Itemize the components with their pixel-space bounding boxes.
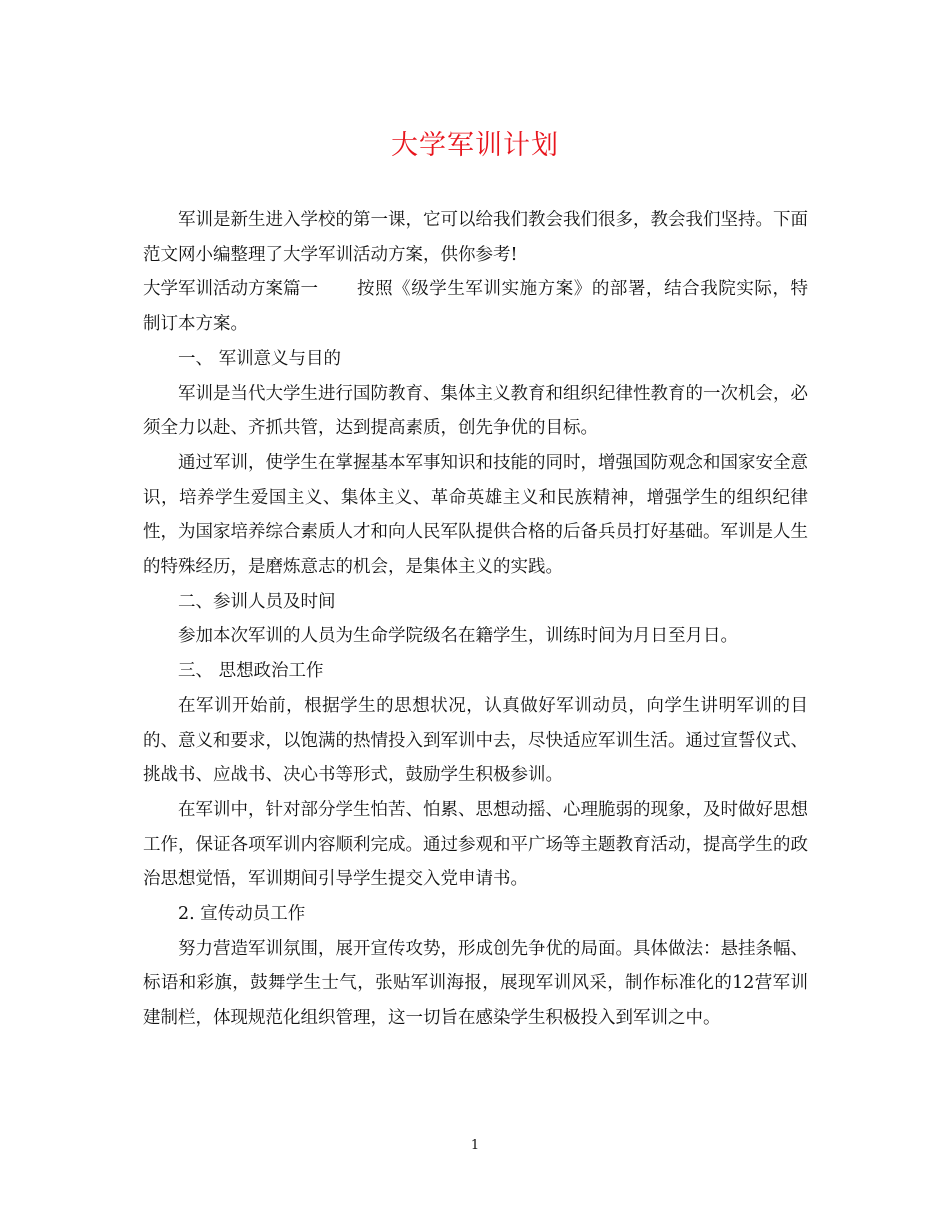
paragraph-participants: 参加本次军训的人员为生命学院级名在籍学生，训练时间为月日至月日。 [178, 626, 738, 647]
paragraph-mobilization: 在军训开始前，根据学生的思想状况，认真做好军训动员，向学生讲明军训的目的、意义和要求，以饱满的热情投入到军训中去，尽快适应军训生活。通过宣誓仪式、挑战书、应战书、决心书等形式，鼓励学生积极参训。 [143, 695, 808, 786]
document-title: 大学军训计划 [391, 130, 559, 161]
paragraph-significance: 军训是当代大学生进行国防教育、集体主义教育和组织纪律性教育的一次机会，必须全力以赴、齐抓共管，达到提高素质，创先争优的目标。 [143, 383, 808, 439]
paragraph-goals: 通过军训，使学生在掌握基本军事知识和技能的同时，增强国防观念和国家安全意识，培养学生爱国主义、集体主义、革命英雄主义和民族精神，增强学生的组织纪律性，为国家培养综合素质人才和向人民军队提供合格的后备兵员打好基础。军训是人生的特殊经历，是磨炼意志的机会，是集体主义的实践。 [143, 452, 808, 578]
section-heading-2: 二、参训人员及时间 [178, 591, 336, 612]
section-heading-4: 2. 宣传动员工作 [178, 904, 306, 925]
document-body [143, 203, 808, 1036]
plan-intro-text: 按照《级学生军训实施方案》的部署，结合我院实际，特制订本方案。 [143, 279, 808, 335]
page-number: 1 [470, 1138, 480, 1153]
paragraph-publicity: 努力营造军训氛围，展开宣传攻势，形成创先争优的局面。具体做法：悬挂条幅、标语和彩旗，鼓舞学生士气，张贴军训海报，展现军训风采，制作标准化的12营军训建制栏，体现规范化组织管理，这一切旨在感染学生积极投入到军训之中。 [143, 938, 808, 1029]
plan-heading: 大学军训活动方案篇一 [143, 279, 318, 300]
paragraph-ideology-work: 在军训中，针对部分学生怕苦、怕累、思想动摇、心理脆弱的现象，及时做好思想工作，保证各项军训内容顺利完成。通过参观和平广场等主题教育活动，提高学生的政治思想觉悟，军训期间引导学生提交入党申请书。 [143, 799, 808, 890]
paragraph-intro: 军训是新生进入学校的第一课，它可以给我们教会我们很多，教会我们坚持。下面范文网小编整理了大学军训活动方案，供你参考! [143, 210, 808, 265]
section-heading-1: 一、 军训意义与目的 [178, 348, 342, 369]
paragraph-plan-intro [143, 272, 808, 341]
section-heading-3: 三、 思想政治工作 [178, 661, 324, 682]
